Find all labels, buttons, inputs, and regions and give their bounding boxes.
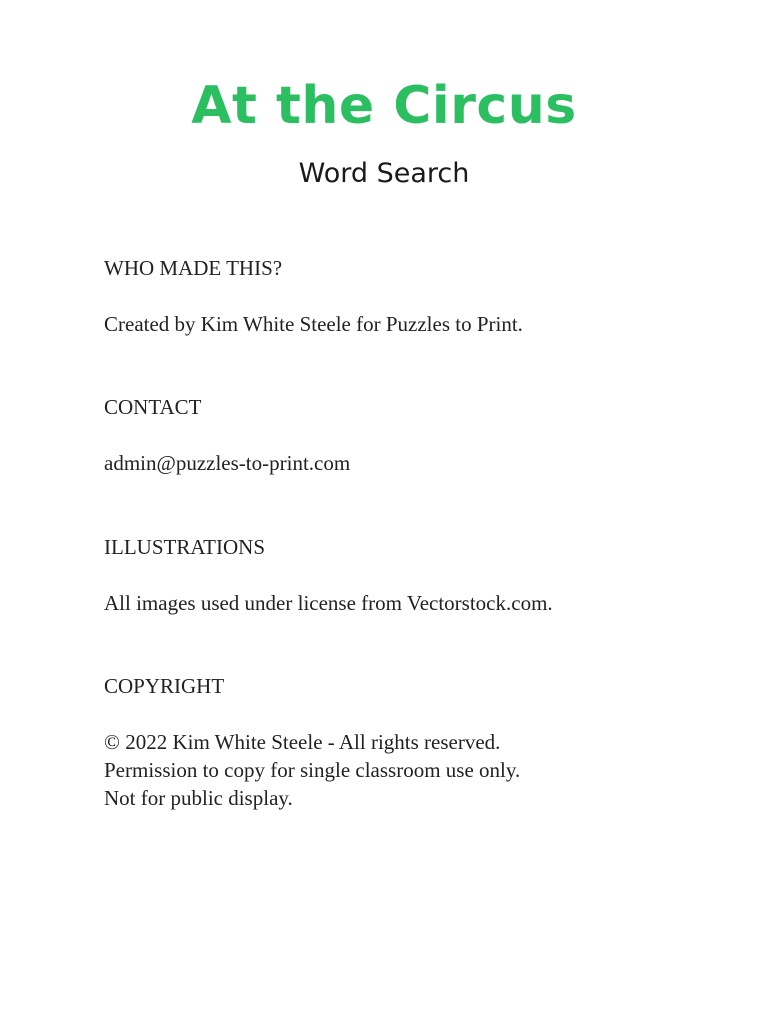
illustrations-heading: ILLUSTRATIONS	[104, 535, 265, 559]
page-title: At the Circus	[191, 76, 577, 136]
page-subtitle: Word Search	[298, 158, 470, 189]
who-made-heading: WHO MADE THIS?	[104, 256, 283, 280]
illustrations-text: All images used under license from Vectorstock.com.	[104, 591, 553, 615]
copyright-line: Permission to copy for single classroom use only.	[104, 758, 521, 782]
copyright-line: Not for public display.	[104, 786, 293, 810]
copyright-line: © 2022 Kim White Steele - All rights reserved.	[104, 730, 501, 754]
contact-email: admin@puzzles-to-print.com	[104, 451, 351, 475]
copyright-heading: COPYRIGHT	[104, 674, 225, 698]
contact-heading: CONTACT	[104, 395, 202, 419]
who-made-text: Created by Kim White Steele for Puzzles to Print.	[104, 312, 523, 336]
